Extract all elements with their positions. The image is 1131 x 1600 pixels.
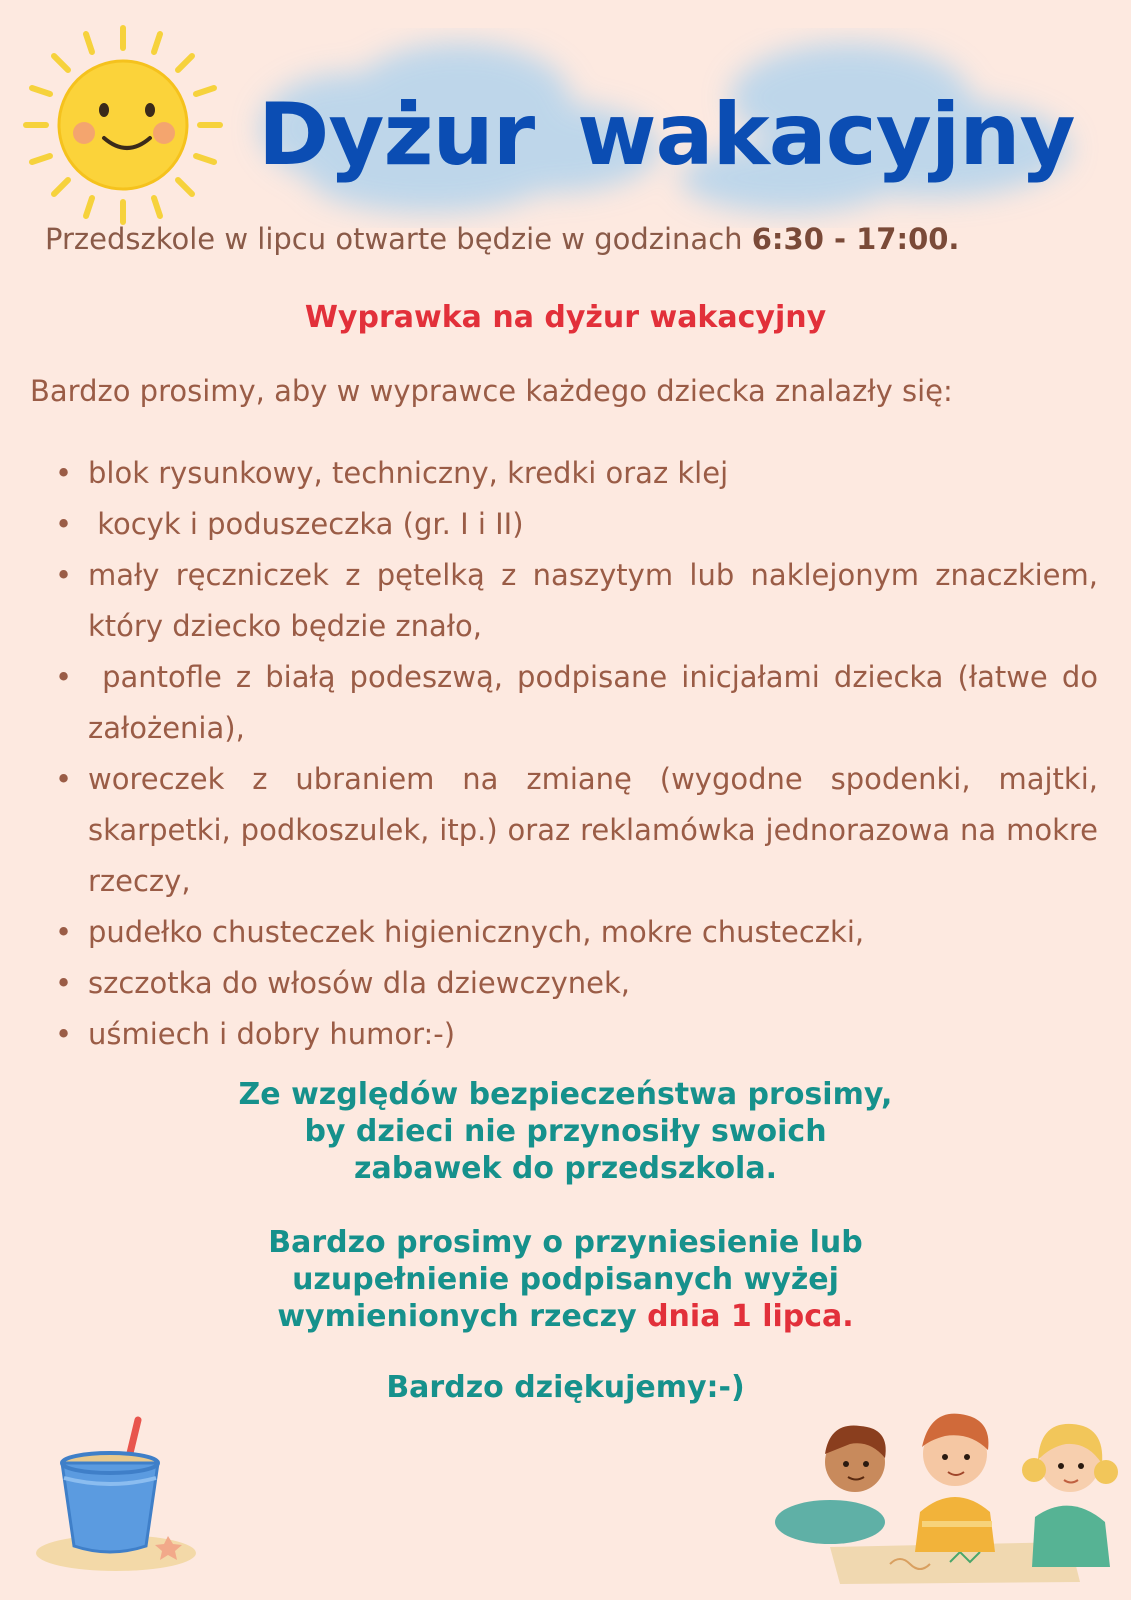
supply-list bbox=[55, 448, 1108, 1060]
opening-hours bbox=[45, 222, 959, 256]
list-item: • pantofle z białą podeszwą, podpisane inicjałami dziecka (łatwe do założenia), bbox=[55, 652, 1098, 754]
sand-bucket-illustration bbox=[28, 1408, 198, 1573]
list-item: • kocyk i poduszeczka (gr. I i II) bbox=[55, 499, 1098, 550]
request-note bbox=[0, 1224, 1131, 1335]
safety-note-line: Ze względów bezpieczeństwa prosimy, bbox=[238, 1077, 893, 1112]
request-note-line: Bardzo prosimy o przyniesienie lub bbox=[268, 1225, 863, 1260]
opening-hours-text: Przedszkole w lipcu otwarte będzie w godzinach bbox=[45, 222, 752, 256]
section-heading: Wyprawka na dyżur wakacyjny bbox=[304, 300, 827, 335]
request-note-line: uzupełnienie podpisanych wyżej bbox=[292, 1262, 839, 1297]
safety-note-line: zabawek do przedszkola. bbox=[354, 1151, 777, 1186]
page-title: Dyżur wakacyjny bbox=[258, 85, 1075, 185]
safety-note-line: by dzieci nie przynosiły swoich bbox=[304, 1114, 827, 1149]
list-item: • uśmiech i dobry humor:-) bbox=[55, 1009, 1098, 1060]
list-item: • pudełko chusteczek higienicznych, mokre chusteczki, bbox=[55, 907, 1098, 958]
list-item: • szczotka do włosów dla dziewczynek, bbox=[55, 958, 1098, 1009]
thanks-text: Bardzo dziękujemy:-) bbox=[386, 1370, 745, 1405]
request-note-line-3 bbox=[0, 1298, 1131, 1335]
children-drawing-illustration bbox=[770, 1392, 1125, 1587]
request-note-date: dnia 1 lipca. bbox=[647, 1299, 854, 1334]
request-note-text: wymienionych rzeczy bbox=[277, 1299, 648, 1334]
list-item: • woreczek z ubraniem na zmianę (wygodne spodenki, majtki, skarpetki, podkoszulek, itp.) oraz reklamówka jednorazowa na mokre rzeczy, bbox=[55, 754, 1098, 907]
sun-illustration bbox=[18, 20, 228, 230]
safety-note bbox=[0, 1076, 1131, 1187]
list-item: • blok rysunkowy, techniczny, kredki oraz klej bbox=[55, 448, 1098, 499]
opening-hours-time: 6:30 - 17:00. bbox=[751, 222, 960, 256]
intro-text: Bardzo prosimy, aby w wyprawce każdego dziecka znalazły się: bbox=[30, 374, 953, 408]
list-item: • mały ręczniczek z pętelką z naszytym lub naklejonym znaczkiem, który dziecko będzie znało, bbox=[55, 550, 1098, 652]
